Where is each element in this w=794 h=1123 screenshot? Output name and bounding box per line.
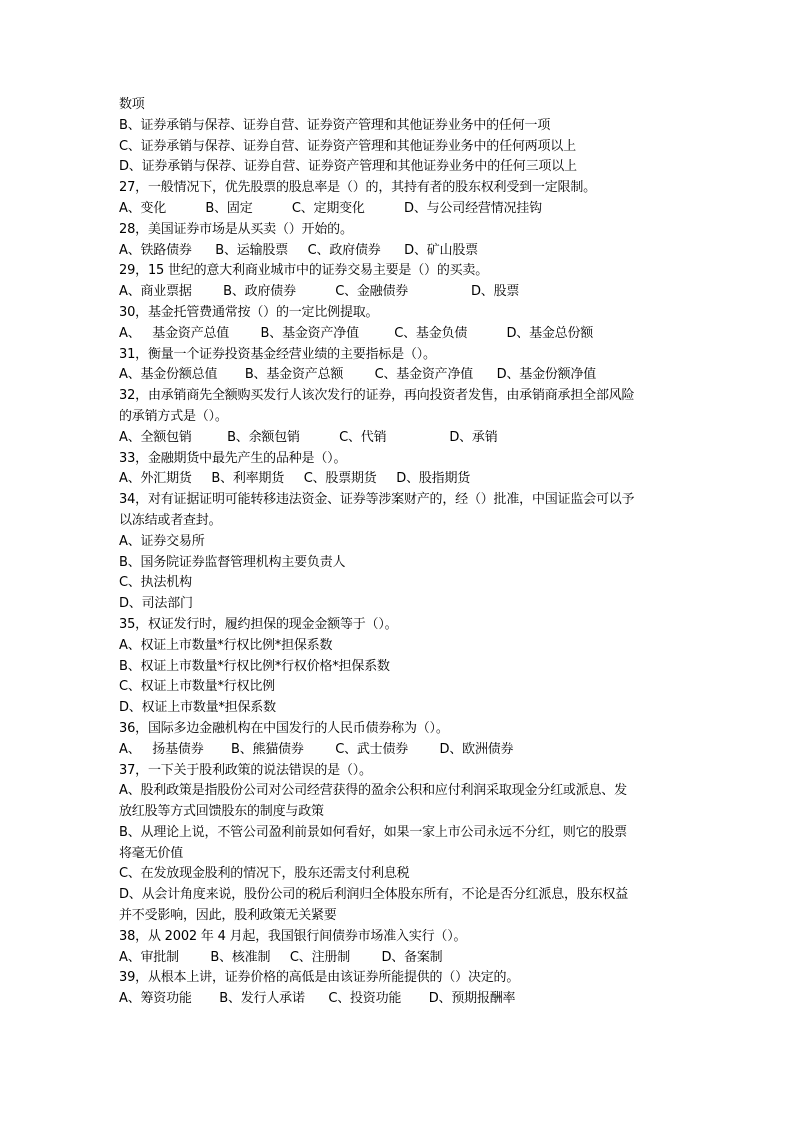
text-line: A、全额包销 B、余额包销 C、代销 D、承销 — [119, 429, 498, 445]
text-line: A、基金份额总值 B、基金资产总额 C、基金资产净值 D、基金份额净值 — [119, 367, 597, 383]
text-line: C、证券承销与保荐、证券自营、证券资产管理和其他证券业务中的任何两项以上 — [119, 138, 576, 154]
text-line: 并不受影响，因此，股利政策无关紧要 — [119, 908, 337, 924]
text-line: 35，权证发行时，履约担保的现金金额等于（）。 — [119, 616, 398, 632]
text-line: 将毫无价值 — [119, 845, 184, 861]
text-line: 32，由承销商先全额购买发行人该次发行的证券，再向投资者发售，由承销商承担全部风险 — [119, 388, 635, 404]
text-line: 以冻结或者查封。 — [119, 512, 222, 528]
text-line: 的承销方式是（）。 — [119, 408, 228, 424]
text-line: B、从理论上说，不管公司盈利前景如何看好，如果一家上市公司永远不分红，则它的股票 — [119, 824, 627, 840]
text-line: 数项 — [119, 97, 145, 112]
text-line: 37，一下关于股利政策的说法错误的是（）。 — [119, 762, 372, 778]
text-line: D、证券承销与保荐、证券自营、证券资产管理和其他证券业务中的任何三项以上 — [119, 159, 577, 175]
text-line: D、从会计角度来说，股份公司的税后利润归全体股东所有，不论是否分红派息，股东权益 — [119, 887, 629, 903]
text-line: C、执法机构 — [119, 575, 192, 591]
text-line: D、权证上市数量*担保系数 — [119, 700, 276, 716]
text-line: A、变化 B、固定 C、定期变化 D、与公司经营情况挂钩 — [119, 200, 542, 216]
text-line: 31，衡量一个证券投资基金经营业绩的主要指标是（）。 — [119, 346, 436, 362]
text-line: A、外汇期货 B、利率期货 C、股票期货 D、股指期货 — [119, 471, 471, 487]
text-line: C、权证上市数量*行权比例 — [119, 679, 275, 695]
text-line: A、 基金资产总值 B、基金资产净值 C、基金负债 D、基金总份额 — [119, 325, 594, 341]
text-line: 36，国际多边金融机构在中国发行的人民币债券称为（）。 — [119, 720, 449, 736]
text-line: 27，一般情况下，优先股票的股息率是（）的，其持有者的股东权利受到一定限制。 — [119, 180, 596, 196]
text-line: A、筹资功能 B、发行人承诺 C、投资功能 D、预期报酬率 — [119, 991, 516, 1007]
text-line: 30，基金托管费通常按（）的一定比例提取。 — [119, 304, 379, 320]
text-line: D、司法部门 — [119, 596, 193, 612]
text-line: B、国务院证券监督管理机构主要负责人 — [119, 554, 346, 570]
text-line: 29，15 世纪的意大利商业城市中的证券交易主要是（）的买卖。 — [119, 263, 489, 279]
text-line: A、商业票据 B、政府债券 C、金融债券 D、股票 — [119, 284, 520, 300]
document-body — [119, 95, 679, 1010]
text-line: B、权证上市数量*行权比例*行权价格*担保系数 — [119, 658, 390, 674]
text-line: 33，金融期货中最先产生的品种是（）。 — [119, 450, 347, 466]
text-line: B、证券承销与保荐、证券自营、证券资产管理和其他证券业务中的任何一项 — [119, 117, 551, 133]
text-line: A、 扬基债券 B、熊猫债券 C、武士债券 D、欧洲债券 — [119, 741, 514, 757]
text-line: 放红股等方式回馈股东的制度与政策 — [119, 804, 324, 820]
text-line: 28，美国证券市场是从买卖（）开始的。 — [119, 221, 353, 237]
text-line: 39，从根本上讲，证券价格的高低是由该证券所能提供的（）决定的。 — [119, 970, 520, 986]
text-line: A、权证上市数量*行权比例*担保系数 — [119, 637, 333, 653]
text-line: A、审批制 B、核准制 C、注册制 D、备案制 — [119, 949, 443, 965]
text-line: C、在发放现金股利的情况下，股东还需支付利息税 — [119, 866, 410, 882]
text-line: A、股利政策是指股份公司对公司经营获得的盈余公积和应付利润采取现金分红或派息、发 — [119, 783, 627, 799]
text-line: 34，对有证据证明可能转移违法资金、证券等涉案财产的，经（）批准，中国证监会可以予 — [119, 492, 635, 508]
text-line: A、证券交易所 — [119, 533, 205, 549]
text-line: A、铁路债券 B、运输股票 C、政府债券 D、矿山股票 — [119, 242, 478, 258]
text-line: 38，从 2002 年 4 月起，我国银行间债券市场准入实行（）。 — [119, 928, 467, 944]
